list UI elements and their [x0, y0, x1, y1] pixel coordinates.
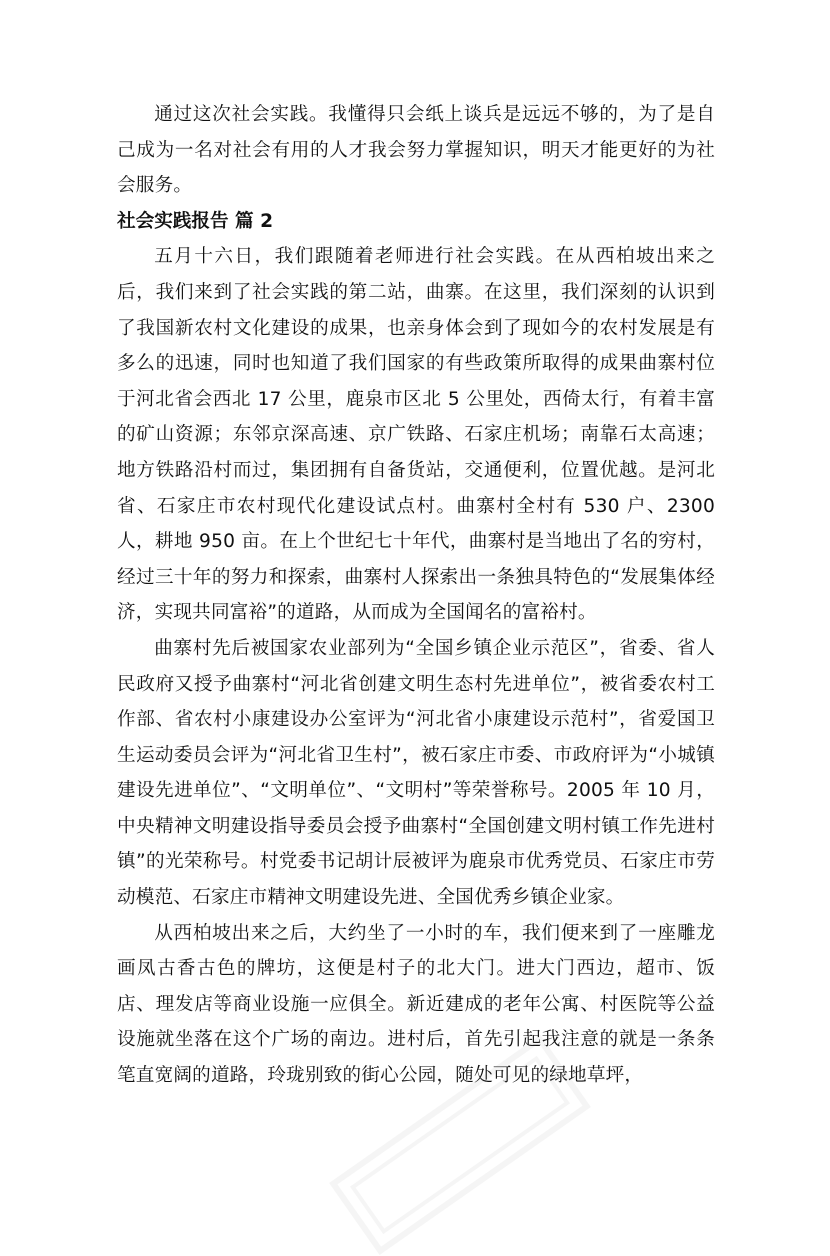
body-paragraph-1: 五月十六日，我们跟随着老师进行社会实践。在从西柏坡出来之后，我们来到了社会实践的第二站，曲寨。在这里，我们深刻的认识到了我国新农村文化建设的成果，也亲身体会到了现如今的农村发展是有多么的迅速，同时也知道了我们国家的有些政策所取得的成果曲寨村位于河北省会西北 17 公里，鹿泉市区北 5 公里处，西倚太行，有着丰富的矿山资源；东邻京深高速、京广铁路、石家庄机场；南靠石太高速；地方铁路沿村而过，集团拥有自备货站，交通便利，位置优越。是河北省、石家庄市农村现代化建设试点村。曲寨村全村有 530 户、2300 人，耕地 950 亩。在上个世纪七十年代，曲寨村是当地出了名的穷村，经过三十年的努力和探索，曲寨村人探索出一条独具特色的“发展集体经济，实现共同富裕”的道路，从而成为全国闻名的富裕村。: [117, 246, 715, 624]
body-paragraph-3: 从西柏坡出来之后，大约坐了一小时的车，我们便来到了一座雕龙画凤古香古色的牌坊，这便是村子的北大门。进大门西边，超市、饭店、理发店等商业设施一应俱全。新近建成的老年公寓、村医院等公益设施就坐落在这个广场的南边。进村后，首先引起我注意的就是一条条笔直宽阔的道路，玲珑别致的街心公园，随处可见的绿地草坪，: [117, 922, 715, 1087]
section-heading: 社会实践报告 篇 2: [117, 210, 274, 232]
intro-paragraph: 通过这次社会实践。我懂得只会纸上谈兵是远远不够的，为了是自己成为一名对社会有用的人才我会努力掌握知识，明天才能更好的为社会服务。: [117, 104, 715, 197]
document-body: [117, 97, 715, 1094]
body-paragraph-2: 曲寨村先后被国家农业部列为“全国乡镇企业示范区”，省委、省人民政府又授予曲寨村“河北省创建文明生态村先进单位”，被省委农村工作部、省农村小康建设办公室评为“河北省小康建设示范村”，省爱国卫生运动委员会评为“河北省卫生村”，被石家庄市委、市政府评为“小城镇建设先进单位”、“文明单位”、“文明村”等荣誉称号。2005 年 10 月，中央精神文明建设指导委员会授予曲寨村“全国创建文明村镇工作先进村镇”的光荣称号。村党委书记胡计辰被评为鹿泉市优秀党员、石家庄市劳动模范、石家庄市精神文明建设先进、全国优秀乡镇企业家。: [117, 637, 715, 909]
